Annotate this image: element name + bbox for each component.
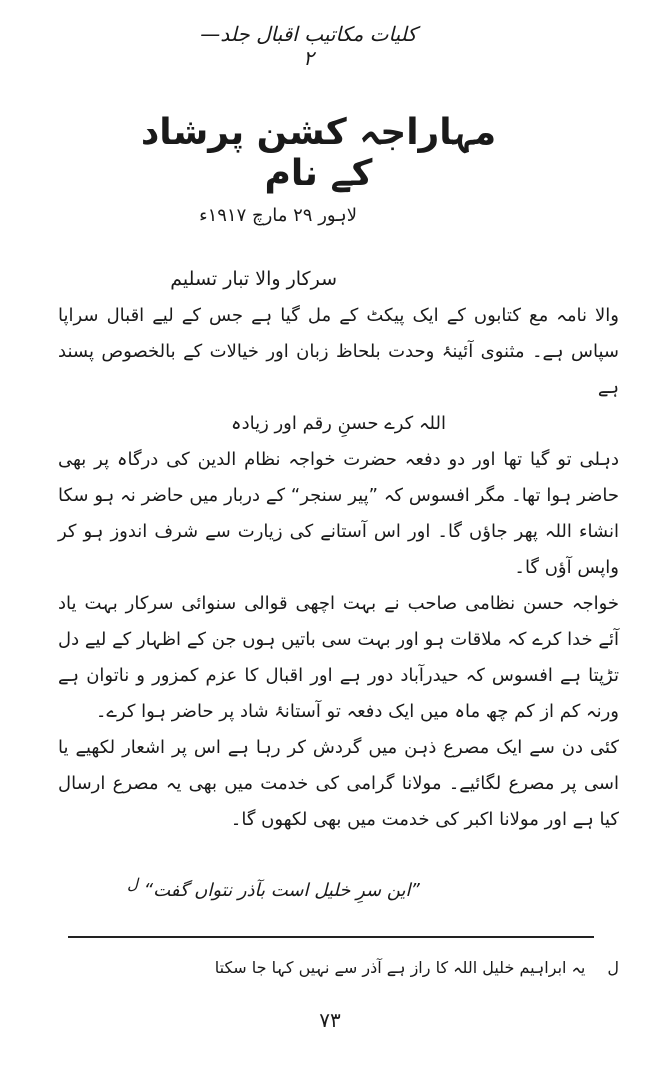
salutation: سرکار والا تبار تسلیم <box>170 268 337 290</box>
page-number: ۷۳ <box>319 1008 341 1032</box>
blessing-line: اللہ کرے حسنِ رقم اور زیادہ <box>231 413 446 434</box>
footnote <box>150 958 619 977</box>
verse-footnote-marker: ل <box>127 875 139 893</box>
footnote-marker: ل <box>607 958 619 977</box>
persian-verse <box>90 875 457 901</box>
letter-title: مہاراجہ کشن پرشاد کے نام <box>140 112 497 194</box>
paragraph: دہلی تو گیا تھا اور دو دفعہ حضرت خواجہ نظام الدین کی درگاہ پر بھی حاضر ہوا تھا۔ مگر افسوس کہ ”پیر سنجر“ کے دربار میں حاضر نہ ہو سکا انشاء اللہ پھر جاؤں گا۔ اور اس آستانے کی زیارت سے شرف اندوز ہو کر واپس آؤں گا۔ <box>58 449 619 578</box>
running-head: کلیات مکاتیب اقبال جلد—۲ <box>200 22 417 70</box>
date-line: لاہور ۲۹ مارچ ۱۹۱۷ء <box>199 205 357 226</box>
footnote-text: یہ ابراہیم خلیل اللہ کا راز ہے آذر سے نہیں کہا جا سکتا <box>214 958 586 977</box>
paragraph: خواجہ حسن نظامی صاحب نے بہت اچھی قوالی سنوائی سرکار بہت یاد آئے خدا کرے کہ ملاقات ہو اور بہت سی باتیں ہوں جن کے اظہار کے لیے دل تڑپتا ہے افسوس کہ حیدرآباد دور ہے اور اقبال کا عزم کمزور و ناتوان ہے ورنہ کم از کم چھ ماہ میں ایک دفعہ تو آستانۂ شاد پر حاضر ہوا کرے۔ <box>58 593 619 722</box>
verse-text: ”این سرِ خلیل است بآذر نتواں گفت“ <box>143 880 420 901</box>
letter-body <box>58 298 619 838</box>
footnote-divider <box>68 936 594 938</box>
paragraph: کئی دن سے ایک مصرع ذہن میں گردش کر رہا ہے اس پر اشعار لکھیے یا اسی پر مصرع لگائیے۔ مولانا گرامی کی خدمت میں بھی یہ مصرع ارسال کیا ہے اور مولانا اکبر کی خدمت میں بھی لکھوں گا۔ <box>58 737 619 830</box>
paragraph: والا نامہ مع کتابوں کے ایک پیکٹ کے مل گیا ہے جس کے لیے اقبال سراپا سپاس ہے۔ مثنوی آئینۂ وحدت بلحاظ زبان اور خیالات کے بالخصوص پسند ہے <box>58 305 619 398</box>
